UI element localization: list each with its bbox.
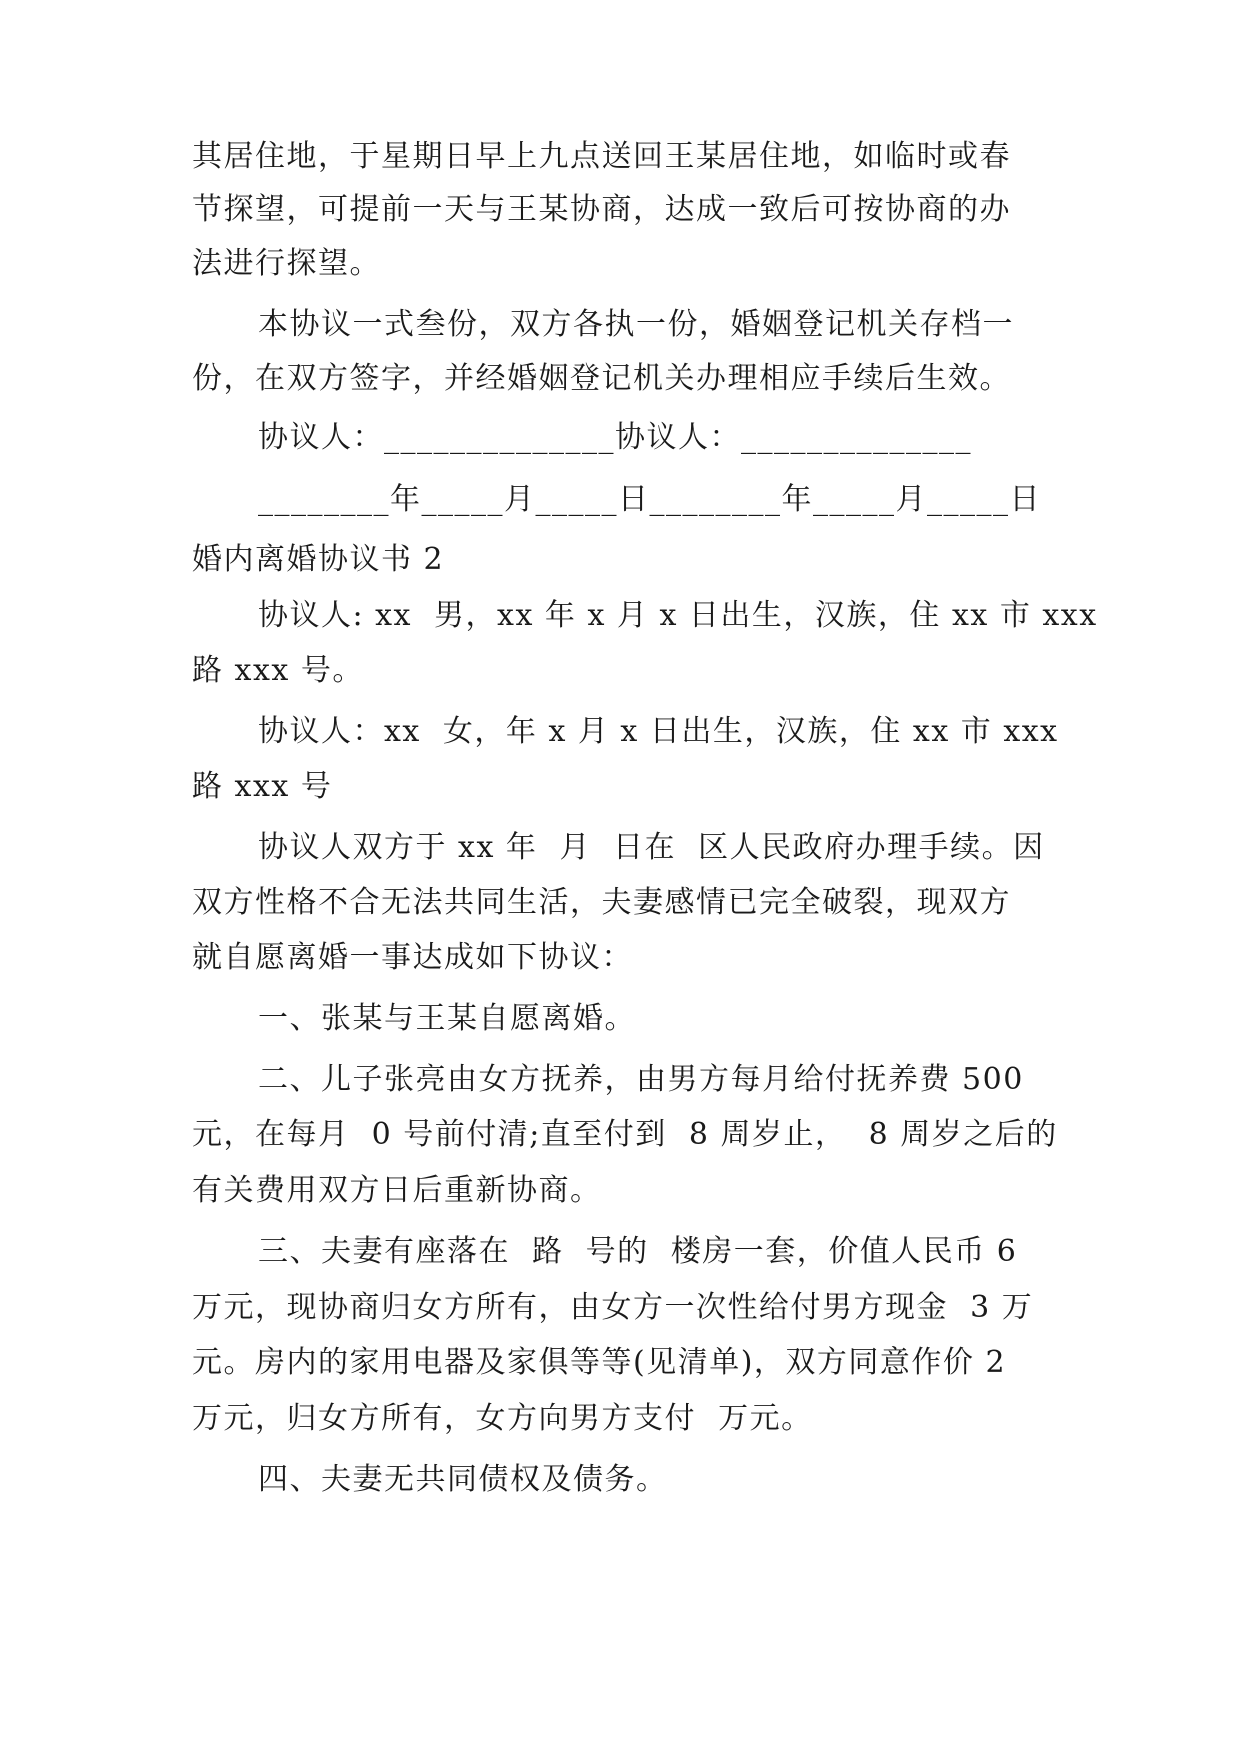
date-line: ________年_____月_____日________年_____月_____日: [258, 482, 1041, 517]
text-line: 路 xxx 号: [192, 769, 333, 804]
text-line: 有关费用双方日后重新协商。: [192, 1173, 602, 1208]
clause-1: 一、张某与王某自愿离婚。: [258, 1001, 636, 1036]
text-line: 本协议一式叁份，双方各执一份，婚姻登记机关存档一: [258, 307, 1014, 342]
signature-line: 协议人：______________协议人：______________: [258, 420, 972, 455]
text-line: 路 xxx 号。: [192, 653, 364, 688]
text-line: 协议人: xx 男，xx 年 x 月 x 日出生，汉族，住 xx 市 xxx: [258, 598, 1098, 633]
text-line: 万元，归女方所有，女方向男方支付 万元。: [192, 1401, 813, 1436]
clause-2: 二、儿子张亮由女方抚养，由男方每月给付抚养费 500: [258, 1062, 1024, 1097]
text-line: 节探望，可提前一天与王某协商，达成一致后可按协商的办: [192, 192, 1011, 227]
text-line: 协议人：xx 女，年 x 月 x 日出生，汉族，住 xx 市 xxx: [258, 714, 1059, 749]
clause-4: 四、夫妻无共同债权及债务。: [258, 1462, 668, 1497]
section-title: 婚内离婚协议书 2: [192, 542, 445, 577]
text-line: 就自愿离婚一事达成如下协议：: [192, 940, 633, 975]
text-line: 其居住地，于星期日早上九点送回王某居住地，如临时或春: [192, 139, 1011, 174]
text-line: 万元，现协商归女方所有，由女方一次性给付男方现金 3 万: [192, 1290, 1034, 1325]
text-line: 法进行探望。: [192, 246, 381, 281]
text-line: 元。房内的家用电器及家俱等等(见清单)，双方同意作价 2: [192, 1345, 1007, 1380]
text-line: 份，在双方签字，并经婚姻登记机关办理相应手续后生效。: [192, 361, 1011, 396]
text-line: 协议人双方于 xx 年 月 日在 区人民政府办理手续。因: [258, 830, 1045, 865]
clause-3: 三、夫妻有座落在 路 号的 楼房一套，价值人民币 6: [258, 1234, 1018, 1269]
text-line: 元，在每月 0 号前付清;直至付到 8 周岁止， 8 周岁之后的: [192, 1117, 1058, 1152]
text-line: 双方性格不合无法共同生活，夫妻感情已完全破裂，现双方: [192, 885, 1011, 920]
